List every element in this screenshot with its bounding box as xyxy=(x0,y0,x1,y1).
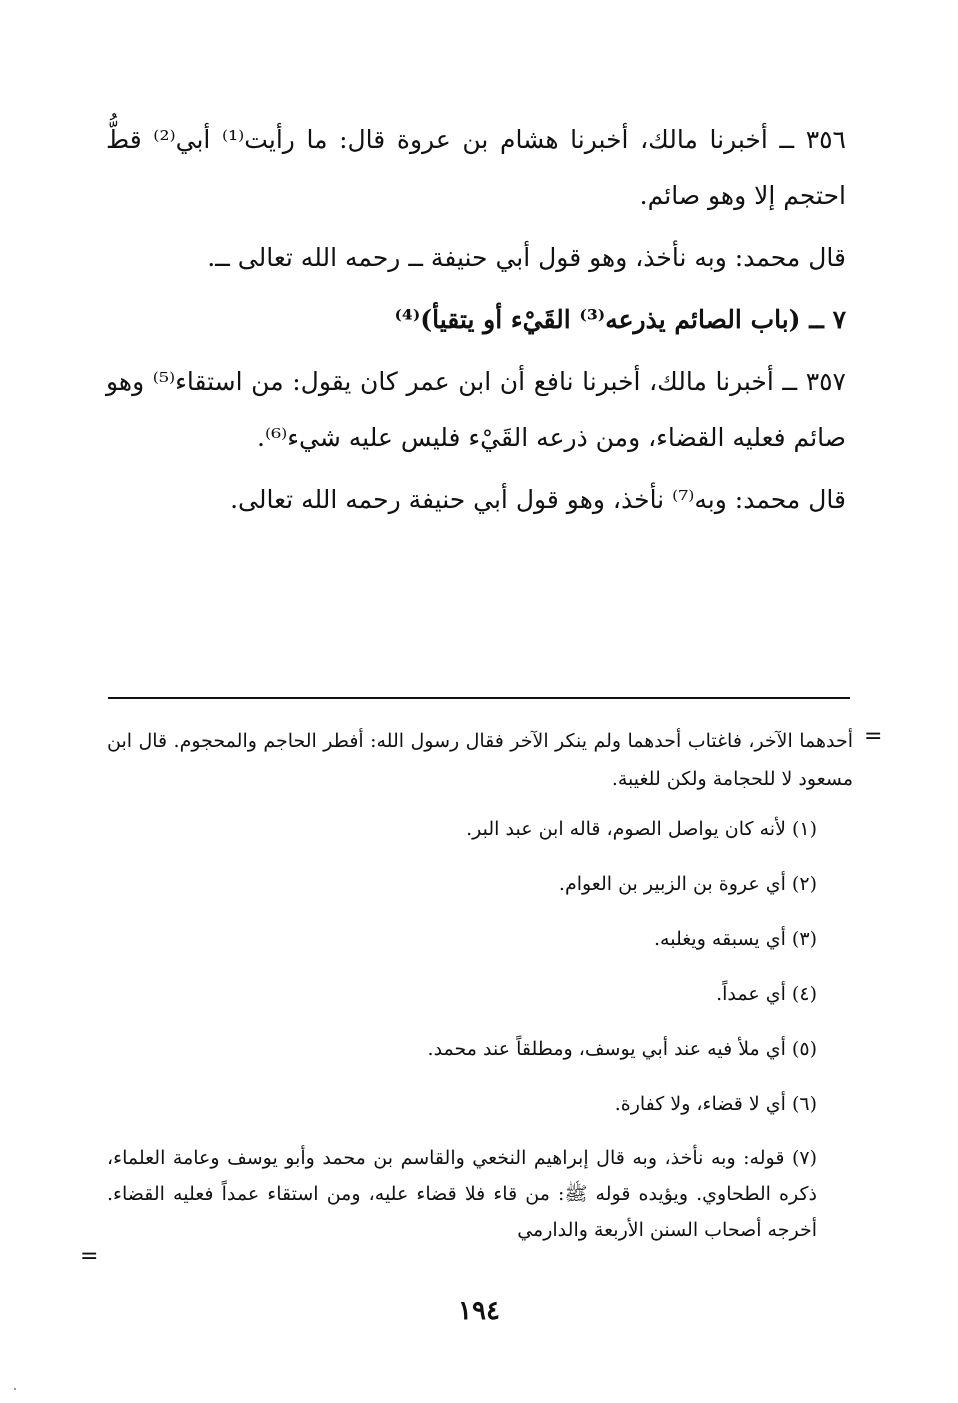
footnote-3: (٣) أي يسبقه ويغلبه. xyxy=(654,928,817,950)
footnote-separator xyxy=(108,697,850,699)
footnote-4: (٤) أي عمداً. xyxy=(716,983,817,1005)
footnote-2: (٢) أي عروة بن الزبير بن العوام. xyxy=(558,873,817,895)
footnote-5: (٥) أي ملأ فيه عند أبي يوسف، ومطلقاً عند محمد. xyxy=(427,1038,817,1060)
page-number: ١٩٤ xyxy=(458,1296,500,1326)
footnotes-section xyxy=(107,722,853,1248)
main-text-body xyxy=(106,112,846,534)
footnote-1: (١) لأنه كان يواصل الصوم، قاله ابن عبد البر. xyxy=(466,818,817,840)
commentary-paragraph-1: قال محمد: وبه نأخذ، وهو قول أبي حنيفة ــ رحمه الله تعالى ــ. xyxy=(207,243,846,272)
footnote-6: (٦) أي لا قضاء، ولا كفارة. xyxy=(614,1093,817,1115)
footnote-7: (٧) قوله: وبه نأخذ، وبه قال إبراهيم النخعي والقاسم بن محمد وأبو يوسف وعامة العلماء، ذكره الطحاوي. ويؤيده قوله ﷺ: من قاء فلا قضاء عليه، ومن استقاء عمداً فعليه القضاء. أخرجه أصحاب السنن الأربعة والدارمي xyxy=(107,1147,817,1241)
commentary-paragraph-2: قال محمد: وبه⁽⁷⁾ نأخذ، وهو قول أبي حنيفة رحمه الله تعالى. xyxy=(230,485,846,514)
continued-from-mark: = xyxy=(864,724,883,749)
scan-artifact xyxy=(14,1388,16,1390)
hadith-357: ٣٥٧ ــ أخبرنا مالك، أخبرنا نافع أن ابن عمر كان يقول: من استقاء⁽⁵⁾ وهو صائم فعليه القضاء، ومن ذرعه القَيْء فليس عليه شيء⁽⁶⁾. xyxy=(106,367,846,452)
continues-to-mark: = xyxy=(80,1244,99,1269)
footnote-continuation: أحدهما الآخر، فاغتاب أحدهما ولم ينكر الآخر فقال رسول الله: أفطر الحاجم والمحجوم. قال ابن مسعود لا للحجامة ولكن للغيبة. xyxy=(107,730,853,790)
chapter-heading: ٧ ــ (باب الصائم يذرعه⁽³⁾ القَيْء أو يتقيأ)⁽⁴⁾ xyxy=(394,305,846,334)
hadith-356: ٣٥٦ ــ أخبرنا مالك، أخبرنا هشام بن عروة قال: ما رأيت⁽¹⁾ أبي⁽²⁾ قطُّ احتجم إلا وهو صائم. xyxy=(106,125,846,210)
